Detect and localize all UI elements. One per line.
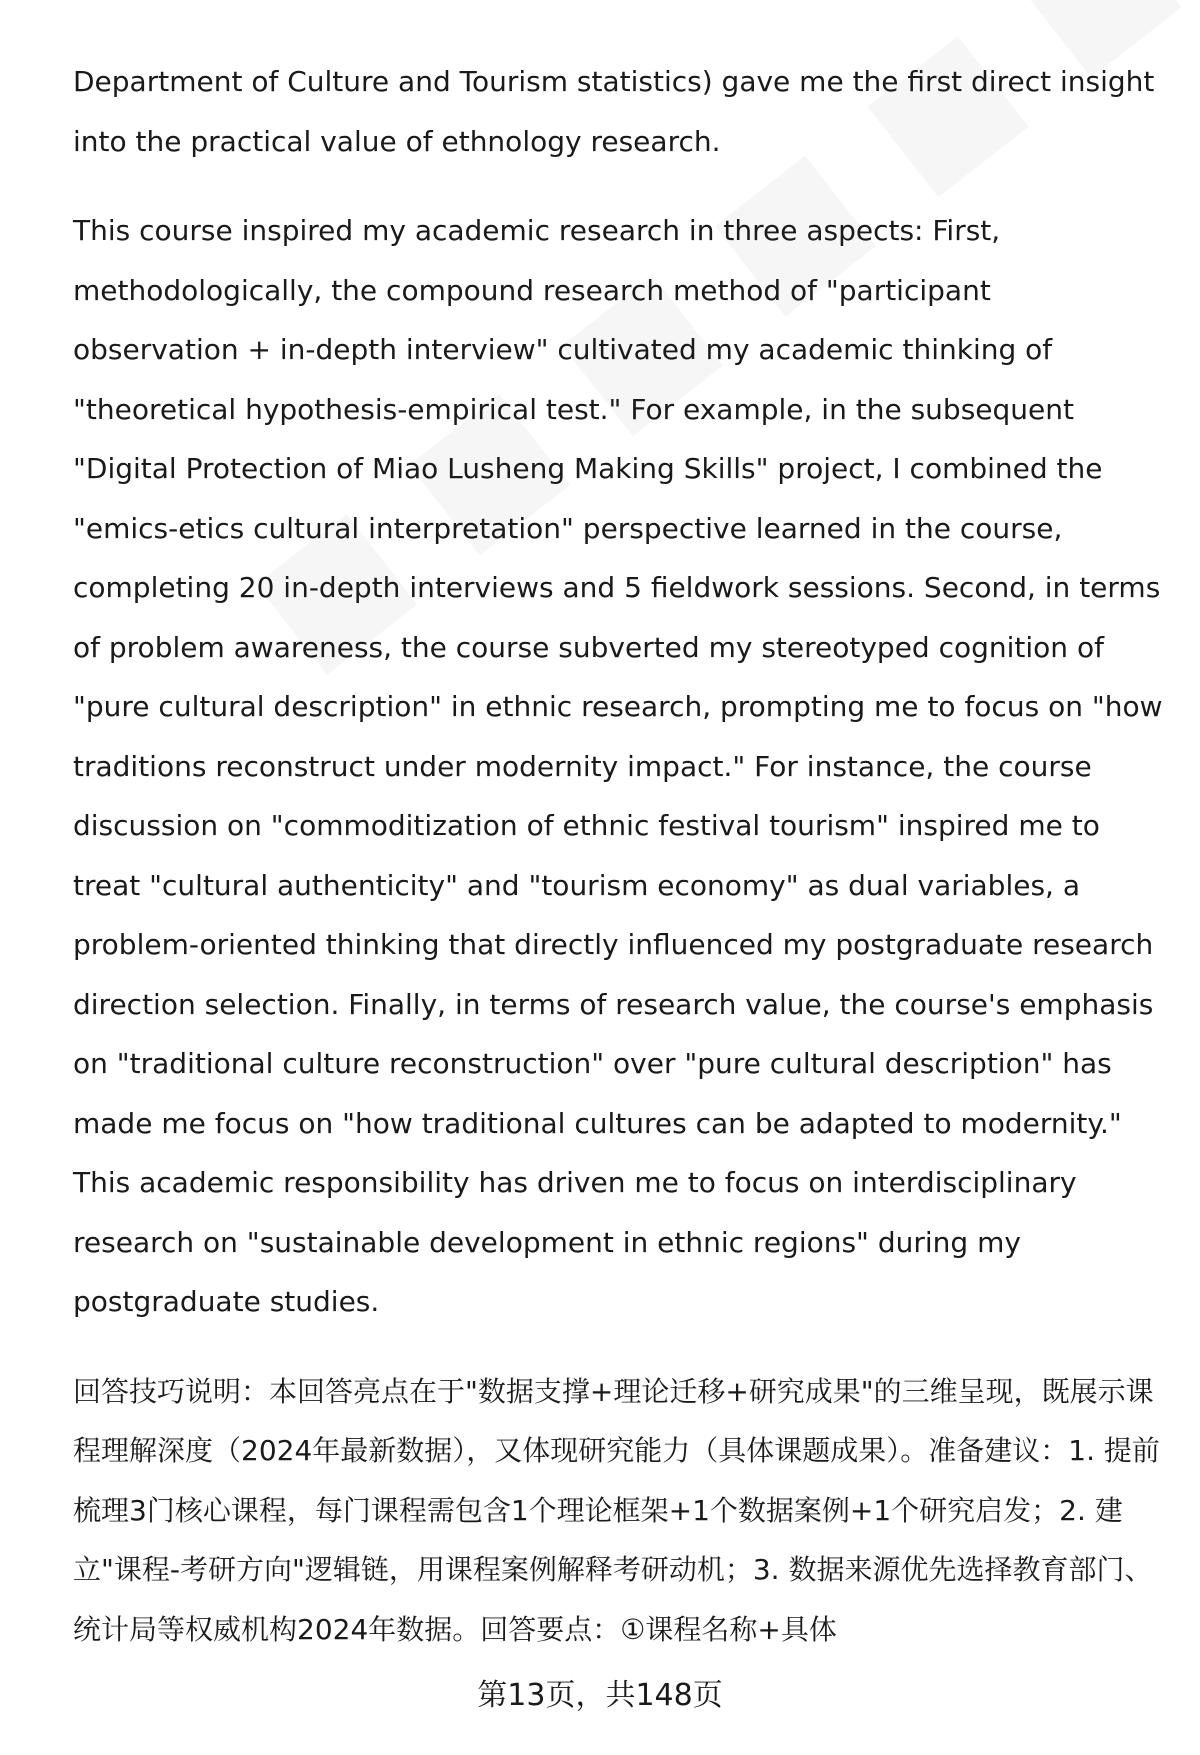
- paragraph-3-tips: 回答技巧说明：本回答亮点在于"数据支撑+理论迁移+研究成果"的三维呈现，既展示课程理解深度（2024年最新数据），又体现研究能力（具体课题成果）。准备建议：1. 提前梳理3门核心课程，每门课程需包含1个理论框架+1个数据案例+1个研究启发；2. 建立"课程-考研方向"逻辑链，用课程案例解释考研动机；3. 数据来源优先选择教育部门、统计局等权威机构2024年数据。回答要点：①课程名称+具体: [73, 1374, 1160, 1646]
- document-body: [73, 52, 1163, 1689]
- paragraph-2: This course inspired my academic research in three aspects: First, methodologically, the compound research method of "participant observation + in-depth interview" cultivated my academic thinking of "theoretical hypothesis-empirical test." For example, in the subsequent "Digital Protection of Miao Lusheng Making Skills" project, I combined the "emics-etics cultural interpretation" perspective learned in the course, completing 20 in-depth interviews and 5 fieldwork sessions. Second, in terms of problem awareness, the course subverted my stereotyped cognition of "pure cultural description" in ethnic research, prompting me to focus on "how traditions reconstruct under modernity impact." For instance, the course discussion on "commoditization of ethnic festival tourism" inspired me to treat "cultural authenticity" and "tourism economy" as dual variables, a problem-oriented thinking that directly influenced my postgraduate research direction selection. Finally, in terms of research value, the course's emphasis on "traditional culture reconstruction" over "pure cultural description" has made me focus on "how traditional cultures can be adapted to modernity." This academic responsibility has driven me to focus on interdisciplinary research on "sustainable development in ethnic regions" during my postgraduate studies.: [73, 214, 1163, 1318]
- paragraph-1: Department of Culture and Tourism statistics) gave me the first direct insight into the practical value of ethnology research.: [73, 65, 1155, 158]
- page-number-footer: 第13页，共148页: [477, 1678, 723, 1713]
